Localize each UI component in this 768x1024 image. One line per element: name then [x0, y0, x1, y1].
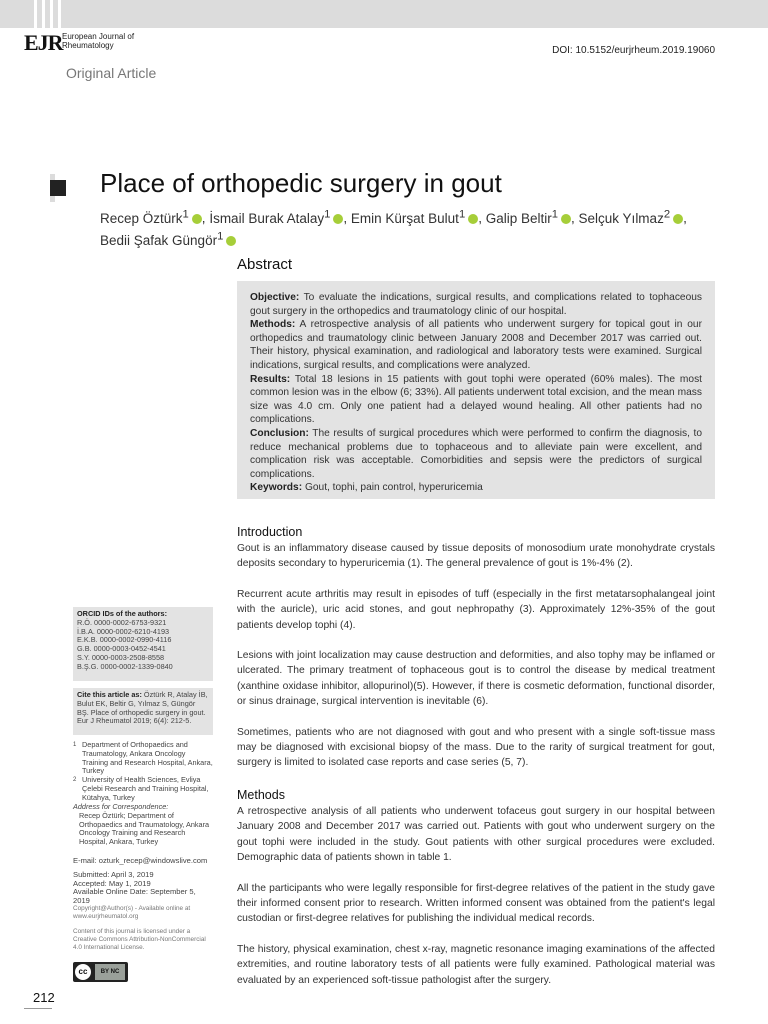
orcid-line: G.B. 0000-0003-0452-4541 [77, 644, 166, 654]
orcid-icon[interactable] [192, 214, 202, 224]
author: Selçuk Yılmaz$^2$ [579, 211, 684, 226]
author: Recep Öztürk$^1$ [100, 211, 202, 226]
orcid-icon[interactable] [468, 214, 478, 224]
author: Bedii Şafak Güngör$^1$ [100, 233, 236, 248]
paragraph: All the participants who were legally responsible for first-degree relatives of the patient in the study gave their informed consent prior to research. Written informed consent was obtained from the patient's legal custodian or first-degree relatives for publishing the individual medical records. [237, 882, 715, 925]
page-number: 212 [33, 990, 55, 1005]
cite-text: Öztürk R, Atalay İB, Bulut EK, Beltir G, Yılmaz S, Güngör BŞ. Place of orthopedic surgery in gout. Eur J Rheumatol 2019; 6(4): 212-5. [77, 690, 208, 726]
paragraph: Recurrent acute arthritis may result in episodes of tuff (especially in the first metatarsophalangeal joint with the auricle), uric acid stones, and gout nephropathy (3). Approximately 12%-35% of the gout patients develop tophi (4). [237, 588, 715, 631]
conclusion-label: Conclusion: [250, 427, 309, 439]
methods-label: Methods: [250, 319, 296, 331]
by-nc-badge: BY NC [95, 964, 125, 980]
orcid-line: R.Ö. 0000-0002-6753-9321 [77, 617, 167, 627]
email[interactable]: E-mail: ozturk_recep@windowslive.com [73, 856, 208, 865]
page-title: Place of orthopedic surgery in gout [100, 168, 502, 198]
author-list: Recep Öztürk$^1$ , İsmail Burak Atalay$^1$ , Emin Kürşat Bulut$^1$ , Galip Beltir$^1$ , Selçuk Yılmaz$^2$ , Bedii Şafak Güngör$^1$ [100, 208, 687, 248]
cc-badge: cc [75, 964, 91, 980]
orcid-box [73, 607, 213, 681]
orcid-icon[interactable] [226, 236, 236, 246]
results-text: Total 18 lesions in 15 patients with gout tophi were operated (60% males). The most common lesion was in the elbow (6; 33%). All patients underwent total excision, and the mean mass size was 4.0 cm. Only one patient had a delayed wound healing. All other patients had no complications. [250, 373, 702, 426]
conclusion-text: The results of surgical procedures which were performed to confirm the diagnosis, to reduce mechanical problems due to tophaceous and to alleviate pain were excellent, and complication risk was acceptable. Comorbidities and sepsis were the predictors of surgical complications. [250, 427, 702, 480]
paragraph: A retrospective analysis of all patients who underwent tofaceus gout surgery in our hospital between January 2008 and December 2017 was carried out. Patients with gout who underwent surgery on the gout tophi were included in the study. Gout patients with other surgical procedures were excluded. Demographic data of patients shown in table 1. [237, 805, 715, 864]
header-stripe [50, 0, 53, 28]
corr-label: Address for Correspondence: [73, 802, 169, 811]
author: İsmail Burak Atalay$^1$ [209, 211, 343, 226]
cc-license-icon[interactable] [73, 962, 128, 982]
affiliation: 1 Department of Orthopaedics and Traumatology, Ankara Oncology Training and Research Hospital, Ankara, Turkey [73, 740, 213, 776]
orcid-icon[interactable] [561, 214, 571, 224]
article-type: Original Article [66, 65, 157, 81]
affiliations [73, 741, 213, 803]
paragraph: The history, physical examination, chest x-ray, magnetic resonance imaging examinations of the affected extremities, and routine laboratory tests of all patients were fully examined. Pathological material was evaluated by an experienced soft-tissue pathologist after the surgery. [237, 943, 715, 986]
journal-name: European Journal of Rheumatology [62, 32, 135, 50]
affiliation: 2 University of Health Sciences, Evliya Çelebi Research and Training Hospital, Kütahya, Turkey [73, 775, 209, 802]
paragraph: Gout is an inflammatory disease caused by tissue deposits of monosodium urate monohydrate crystals deposits secondary to hyperuricemia (1). The general prevalence of gout is 1%-4% (2). [237, 543, 715, 570]
author: Galip Beltir$^1$ [486, 211, 571, 226]
intro-heading: Introduction [237, 525, 303, 539]
objective-text: To evaluate the indications, surgical results, and complications related to tophaceous gout surgery in the orthopedics and traumatology clinic of our hospital. [250, 292, 702, 317]
header-stripe [34, 0, 37, 28]
paragraph: Lesions with joint localization may cause destruction and deformities, and also tophy may be inflamed or ulcerated. The primary treatment of tophaceous gout is to control the disease by medical treatment (xanthine oxidase inhibitor, allopurinol)(5). However, if there is cosmetic deformation, functional disorder, or sinus drainage, surgical intervention is inevitable (6). [237, 650, 715, 708]
header-stripe [42, 0, 45, 28]
orcid-line: S.Y. 0000-0003-2508-8558 [77, 652, 165, 662]
submitted-date: Submitted: April 3, 2019 [73, 870, 154, 879]
citation-box [73, 688, 213, 735]
paragraph: Sometimes, patients who are not diagnosed with gout and who present with a single soft-tissue mass may be diagnosed with excisional biopsy of the mass. Due to the rarity of surgical treatment for gout, surgery is limited to isolated case reports and case series (5, 7). [237, 726, 715, 769]
objective-label: Objective: [250, 292, 300, 303]
correspondence [73, 803, 213, 847]
dates [73, 871, 213, 905]
footer-rule [24, 1008, 52, 1009]
corr-address: Recep Öztürk; Department of Orthopaedics and Traumatology, Ankara Oncology Training and Research Hospital, Ankara, Turkey [79, 810, 210, 847]
section-marker [50, 180, 66, 196]
orcid-icon[interactable] [333, 214, 343, 224]
abstract-box [237, 281, 715, 499]
doi[interactable]: DOI: 10.5152/eurjrheum.2019.19060 [552, 45, 715, 56]
keywords-label: Keywords: [250, 482, 303, 494]
methods-text: A retrospective analysis of all patients who underwent surgery for topical gout in our orthopedics and traumatology clinic between January 2008 and December 2017 was carried out. Their history, physical examination, and radiological and laboratory tests were examined. Surgical indications, surgical results, and complications were analyzed. [250, 319, 702, 371]
orcid-line: İ.B.A. 0000-0002-6210-4193 [77, 626, 170, 636]
logo-mark: EJR [24, 30, 63, 55]
article-body [237, 523, 715, 1003]
orcid-line: B.Ş.G. 0000-0002-1339-0840 [77, 661, 173, 671]
keywords-text: Gout, tophi, pain control, hyperuricemia [304, 482, 483, 494]
cite-label: Cite this article as: [77, 690, 142, 699]
methods-heading: Methods [237, 787, 285, 802]
orcid-icon[interactable] [673, 214, 683, 224]
orcid-line: E.K.B. 0000-0002-0990-4116 [77, 635, 172, 645]
copyright: Copyright@Author(s) - Available online at www.eurjrheumatol.org [73, 905, 191, 920]
orcid-title: ORCID IDs of the authors: [77, 609, 167, 618]
author: Emin Kürşat Bulut$^1$ [351, 211, 478, 226]
abstract-heading: Abstract [237, 256, 293, 273]
header-stripe [58, 0, 61, 28]
top-header-bar [0, 0, 768, 28]
accepted-date: Accepted: May 1, 2019 [73, 878, 151, 888]
license-text: Content of this journal is licensed under a Creative Commons Attribution-NonCommercial 4.0 International License. [73, 928, 206, 951]
online-date: Available Online Date: September 5, 2019 [73, 887, 196, 905]
results-label: Results: [250, 373, 291, 385]
